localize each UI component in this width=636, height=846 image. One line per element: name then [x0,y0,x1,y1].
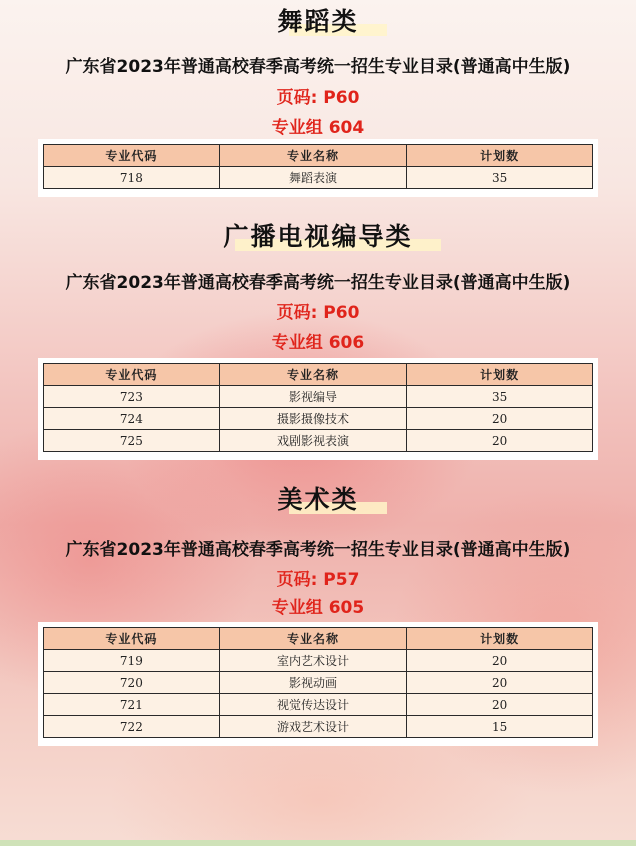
table-row [44,694,593,716]
bottom-divider [0,840,636,846]
plan-count: 20 [407,408,593,430]
table-header-row [44,364,593,386]
major-code: 720 [44,672,220,694]
table-row [44,386,593,408]
table-row [44,430,593,452]
majors-table-container [38,139,598,197]
catalog-title: 广东省2023年普通高校春季高考统一招生专业目录(普通高中生版) [65,540,571,560]
majors-table [43,363,593,452]
plan-count: 20 [407,430,593,452]
table-header-row [44,628,593,650]
major-code: 723 [44,386,220,408]
major-name: 舞蹈表演 [219,167,407,189]
table-row [44,408,593,430]
table-row [44,167,593,189]
table-row [44,716,593,738]
plan-count: 35 [407,167,593,189]
major-group: 专业组 604 [271,118,365,138]
category-heading: 美术类 [0,480,636,516]
column-header-code: 专业代码 [44,364,220,386]
column-header-plan: 计划数 [407,364,593,386]
majors-table [43,627,593,738]
column-header-plan: 计划数 [407,628,593,650]
major-group: 专业组 606 [271,333,365,353]
major-code: 722 [44,716,220,738]
table-row [44,672,593,694]
major-code: 718 [44,167,220,189]
major-name: 戏剧影视表演 [219,430,407,452]
major-name: 影视动画 [219,672,407,694]
plan-count: 15 [407,716,593,738]
majors-table-container [38,358,598,460]
plan-count: 35 [407,386,593,408]
major-name: 游戏艺术设计 [219,716,407,738]
category-heading: 广播电视编导类 [0,217,636,253]
majors-table-container [38,622,598,746]
majors-table [43,144,593,189]
table-row [44,650,593,672]
column-header-name: 专业名称 [219,145,407,167]
catalog-title: 广东省2023年普通高校春季高考统一招生专业目录(普通高中生版) [65,273,571,293]
column-header-plan: 计划数 [407,145,593,167]
major-group: 专业组 605 [271,598,365,618]
table-header-row [44,145,593,167]
major-code: 724 [44,408,220,430]
page-number: 页码: P60 [276,88,360,108]
catalog-title: 广东省2023年普通高校春季高考统一招生专业目录(普通高中生版) [65,57,571,77]
page-number: 页码: P60 [276,303,360,323]
major-name: 视觉传达设计 [219,694,407,716]
plan-count: 20 [407,672,593,694]
major-name: 摄影摄像技术 [219,408,407,430]
column-header-name: 专业名称 [219,364,407,386]
plan-count: 20 [407,650,593,672]
major-name: 影视编导 [219,386,407,408]
major-code: 721 [44,694,220,716]
column-header-code: 专业代码 [44,145,220,167]
major-name: 室内艺术设计 [219,650,407,672]
major-code: 725 [44,430,220,452]
major-code: 719 [44,650,220,672]
plan-count: 20 [407,694,593,716]
column-header-name: 专业名称 [219,628,407,650]
category-heading: 舞蹈类 [0,2,636,38]
page-number: 页码: P57 [276,570,360,590]
column-header-code: 专业代码 [44,628,220,650]
